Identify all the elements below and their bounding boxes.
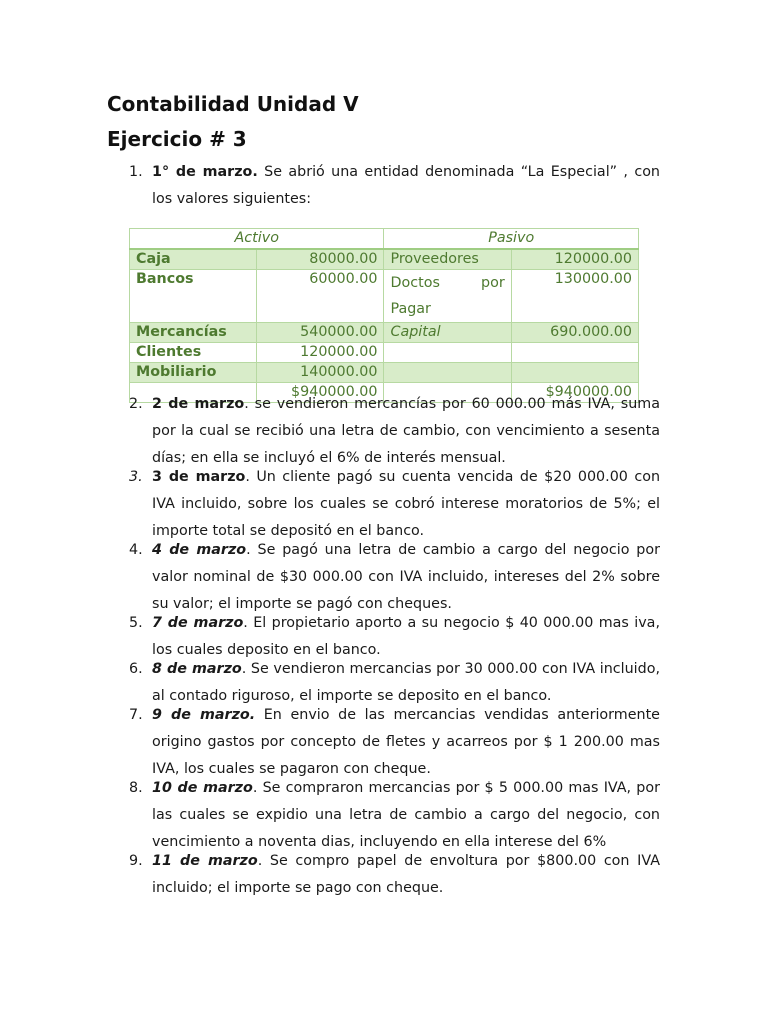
table-row (130, 249, 639, 270)
list-number: 8. (129, 780, 143, 796)
liability-amount: 130000.00 (511, 270, 638, 323)
item-date-label: 8 de marzo (152, 661, 242, 677)
item-text: . Se pagó una letra de cambio a cargo del negocio por valor nominal de $30 000.00 con IVA incluido, intereses del 2% sobre su valor; el importe se pagó con cheques. (152, 542, 661, 612)
liability-amount: 690.000.00 (511, 323, 638, 343)
liability-name (384, 270, 511, 323)
empty-cell (511, 363, 638, 383)
exercise-heading: Ejercicio # 3 (107, 127, 247, 151)
empty-cell (384, 363, 511, 383)
list-item-1-block (107, 159, 660, 213)
liability-amount: 120000.00 (511, 249, 638, 270)
asset-amount: 80000.00 (257, 249, 384, 270)
item-date-label: 1° de marzo. (152, 164, 258, 180)
asset-amount: 60000.00 (257, 270, 384, 323)
asset-total: $940000.00 (257, 383, 384, 403)
liability-total: $940000.00 (511, 383, 638, 403)
asset-amount: 540000.00 (257, 323, 384, 343)
item-text: . Un cliente pagó su cuenta vencida de $20 000.00 con IVA incluido, sobre los cuales se cobró interese moratorios de 5%; el importe total se depositó en el banco. (152, 469, 660, 539)
item-text: . Se compro papel de envoltura por $800.00 con IVA incluido; el importe se pago con cheque. (152, 853, 660, 896)
asset-amount: 140000.00 (257, 363, 384, 383)
list-item (107, 537, 660, 618)
item-date-label: 10 de marzo (152, 780, 253, 796)
asset-name: Bancos (130, 270, 257, 323)
list-number: 6. (129, 661, 143, 677)
item-date-label: 9 de marzo. (152, 707, 256, 723)
item-text: . Se compraron mercancias por $ 5 000.00 mas IVA, por las cuales se expidio una letra de cambio a cargo del negocio, con vencimiento a noventa dias, incluyendo en ella interese del 6% (152, 780, 660, 850)
list-number: 2. (129, 396, 143, 412)
item-date-label: 3 de marzo (152, 469, 246, 485)
item-text: En envio de las mercancias vendidas anteriormente origino gastos por concepto de fletes y acarreos por $ 1 200.00 mas IVA, los cuales se pagaron con cheque. (152, 707, 660, 777)
asset-name: Caja (130, 249, 257, 270)
list-item (107, 775, 660, 856)
empty-cell (384, 343, 511, 363)
empty-cell (511, 343, 638, 363)
item-date-label: 11 de marzo (152, 853, 258, 869)
item-text: . Se vendieron mercancias por 30 000.00 con IVA incluido, al contado riguroso, el importe se deposito en el banco. (152, 661, 661, 704)
list-item (107, 464, 660, 545)
asset-name: Mobiliario (130, 363, 257, 383)
asset-name: Mercancías (130, 323, 257, 343)
list-number: 3. (129, 469, 143, 485)
list-item (107, 848, 660, 902)
list-items-2-9 (107, 391, 660, 902)
liability-name-text: Doctos por Pagar (390, 275, 505, 317)
item-text: . se vendieron mercancías por 60 000.00 más IVA, suma por la cual se recibió una letra de cambio, con vencimiento a sesenta días; en ella se incluyó el 6% de interés mensual. (152, 396, 660, 466)
table-row (130, 323, 639, 343)
header-activo: Activo (130, 229, 384, 250)
item-text: Se abrió una entidad denominada “La Especial” , con los valores siguientes: (152, 164, 660, 207)
liability-name: Proveedores (384, 249, 511, 270)
item-date-label: 2 de marzo (152, 396, 245, 412)
asset-name: Clientes (130, 343, 257, 363)
table-row (130, 343, 639, 363)
opening-balance-table (129, 228, 639, 403)
header-pasivo: Pasivo (384, 229, 639, 250)
item-date-label: 4 de marzo (152, 542, 247, 558)
table-row (130, 363, 639, 383)
list-number: 9. (129, 853, 143, 869)
list-number: 7. (129, 707, 143, 723)
asset-amount: 120000.00 (257, 343, 384, 363)
document-title: Contabilidad Unidad V (107, 92, 359, 116)
list-item (107, 159, 660, 213)
list-item (107, 391, 660, 472)
item-text: . El propietario aporto a su negocio $ 40 000.00 mas iva, los cuales deposito en el banco. (152, 615, 660, 658)
list-number: 4. (129, 542, 143, 558)
list-number: 1. (129, 164, 143, 180)
list-item (107, 702, 660, 783)
item-date-label: 7 de marzo (152, 615, 244, 631)
list-number: 5. (129, 615, 143, 631)
liability-name: Capital (384, 323, 511, 343)
table-row (130, 270, 639, 323)
